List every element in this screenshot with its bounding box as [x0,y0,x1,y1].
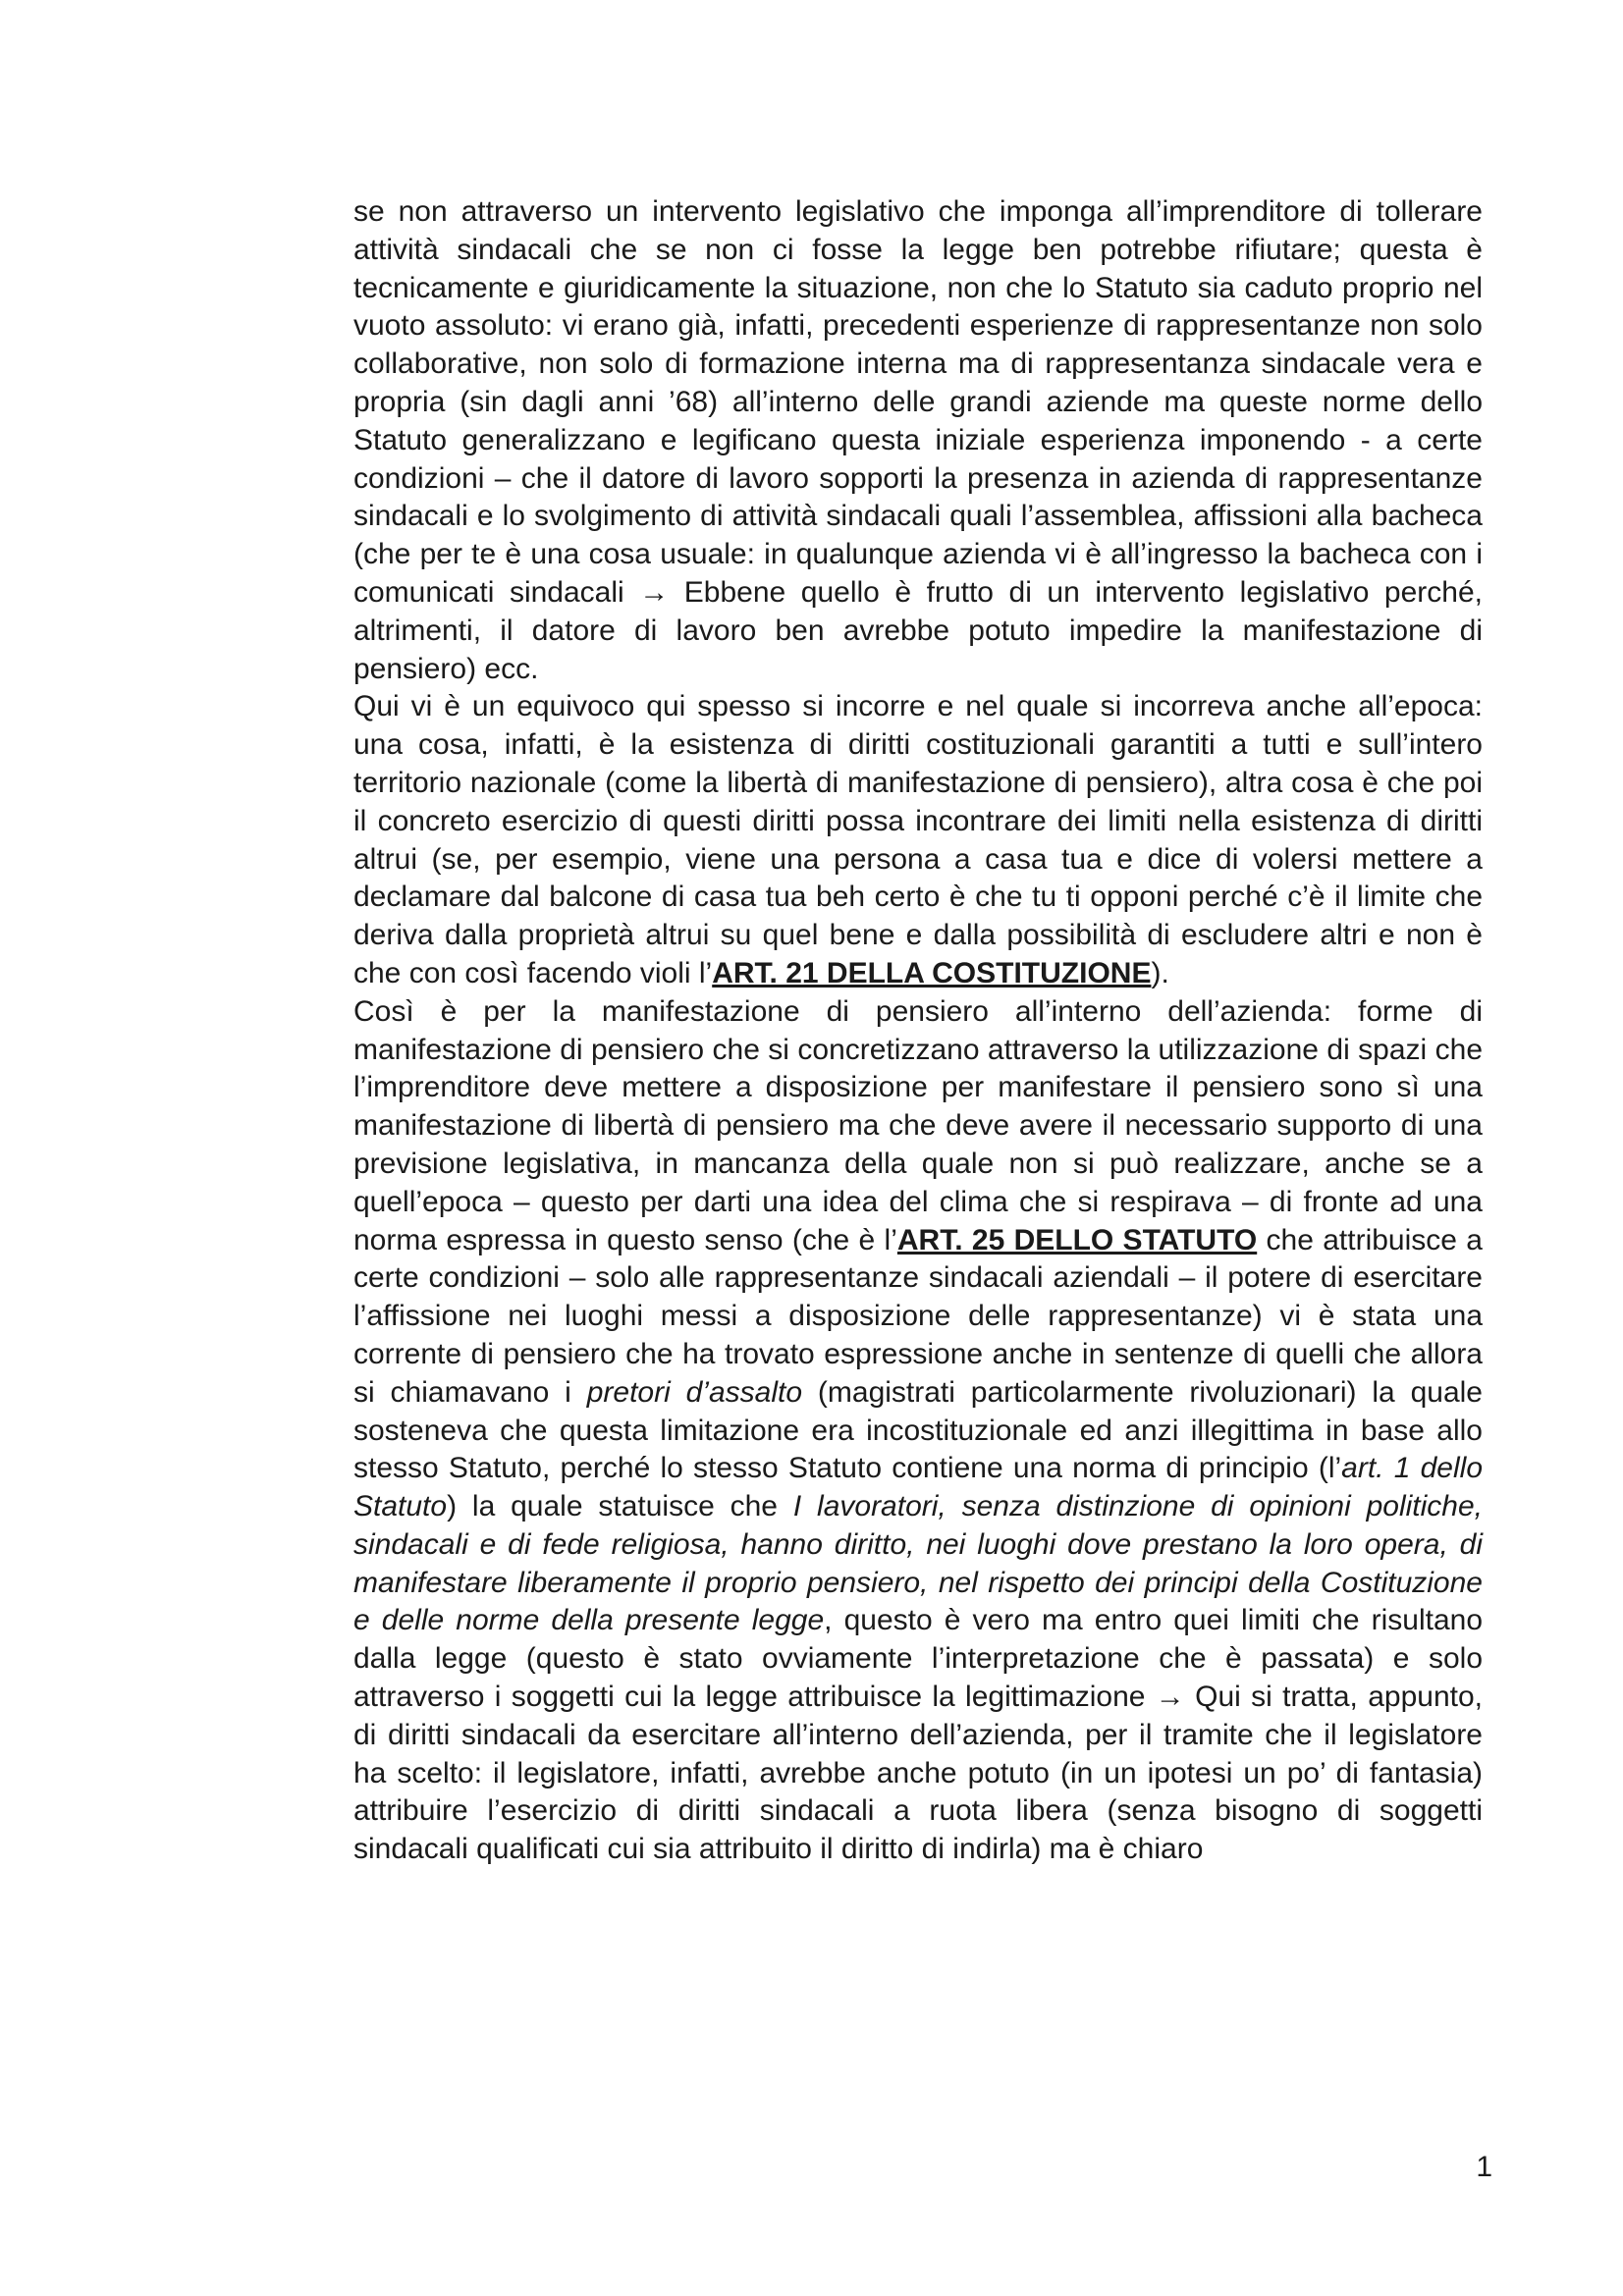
text-segment: (magistrati particolarmente rivoluzionari) la quale sosteneva che questa limitazione era incostituzionale ed anzi illegittima in base allo stesso Statuto, perché lo stesso Statuto contiene una norma di principio (l’ [353,1375,1483,1485]
text-segment: ). [1151,956,1169,989]
paragraph-manifestazione [353,993,1483,1869]
text-segment: ) la quale statuisce che [447,1490,793,1523]
paragraph-intro [353,193,1483,688]
article-21-reference: ART. 21 DELLA COSTITUZIONE [712,956,1152,989]
article-25-reference: ART. 25 DELLO STATUTO [896,1223,1258,1256]
italic-article-1-reference: art. 1 dello Statuto [353,1452,1484,1523]
document-body [353,193,1483,1869]
text-segment: , questo è vero ma entro quei limiti che risultano dalla legge (questo è stato ovviamente l’interpretazione che è passata) e solo attraverso i soggetti cui la legge attribuisce la legittimazione → Qui si tratta, appunto, di diritti sindacali da esercitare all’interno dell’azienda, per il tramite che il legislatore ha scelto: il legislatore, infatti, avrebbe anche potuto (in un ipotesi un po’ di fantasia) attribuire l’esercizio di diritti sindacali a ruota libera (senza bisogno di soggetti sindacali qualificati cui sia attribuito il diritto di indirla) ma è chiaro [353,1604,1483,1866]
page-number: 1 [1476,2151,1492,2183]
italic-statute-quote: I lavoratori, senza distinzione di opinioni politiche, sindacali e di fede religiosa, hanno diritto, nei luoghi dove prestano la loro opera, di manifestare liberamente il proprio pensiero, nel rispetto dei principi della Costituzione e delle norme della presente legge [353,1490,1483,1637]
text-segment: Qui vi è un equivoco qui spesso si incorre e nel quale si incorreva anche all’epoca: una cosa, infatti, è la esistenza di diritti costituzionali garantiti a tutti e sull’intero territorio nazionale (come la libertà di manifestazione di pensiero), altra cosa è che poi il concreto esercizio di questi diritti possa incontrare dei limiti nella esistenza di diritti altrui (se, per esempio, viene una persona a casa tua e dice di volersi mettere a declamare dal balcone di casa tua beh certo è che tu ti opponi perché c’è il limite che deriva dalla proprietà altrui su quel bene e dalla possibilità di escludere altri e non è che con così facendo violi l’ [353,690,1483,989]
text-segment: che attribuisce a certe condizioni – solo alle rappresentanze sindacali aziendali – il potere di esercitare l’affissione nei luoghi messi a disposizione delle rappresentanze) vi è stata una corrente di pensiero che ha trovato espressione anche in sentenze di quelli che allora si chiamavano i [353,1223,1483,1409]
text-segment: Così è per la manifestazione di pensiero all’interno dell’azienda: forme di manifestazione di pensiero che si concretizzano attraverso la utilizzazione di spazi che l’imprenditore deve mettere a disposizione per manifestare il pensiero sono sì una manifestazione di libertà di pensiero ma che deve avere il necessario supporto di una previsione legislativa, in mancanza della quale non si può realizzare, anche se a quell’epoca – questo per darti una idea del clima che si respirava – di fronte ad una norma espressa in questo senso (che è l’ [353,994,1483,1256]
paragraph-equivoco [353,688,1483,992]
italic-term: pretori d’assalto [586,1375,803,1409]
text-segment: se non attraverso un intervento legislativo che imponga all’imprenditore di tollerare attività sindacali che se non ci fosse la legge ben potrebbe rifiutare; questa è tecnicamente e giuridicamente la situazione, non che lo Statuto sia caduto proprio nel vuoto assoluto: vi erano già, infatti, precedenti esperienze di rappresentanze non solo collaborative, non solo di formazione interna ma di rappresentanza sindacale vera e propria (sin dagli anni ’68) all’interno delle grandi aziende ma queste norme dello Statuto generalizzano e legificano questa iniziale esperienza imponendo - a certe condizioni – che il datore di lavoro sopporti la presenza in azienda di rappresentanze sindacali e lo svolgimento di attività sindacali quali l’assemblea, affissioni alla bacheca (che per te è una cosa usuale: in qualunque azienda vi è all’ingresso la bacheca con i comunicati sindacali → Ebbene quello è frutto di un intervento legislativo perché, altrimenti, il datore di lavoro ben avrebbe potuto impedire la manifestazione di pensiero) ecc. [353,195,1483,685]
